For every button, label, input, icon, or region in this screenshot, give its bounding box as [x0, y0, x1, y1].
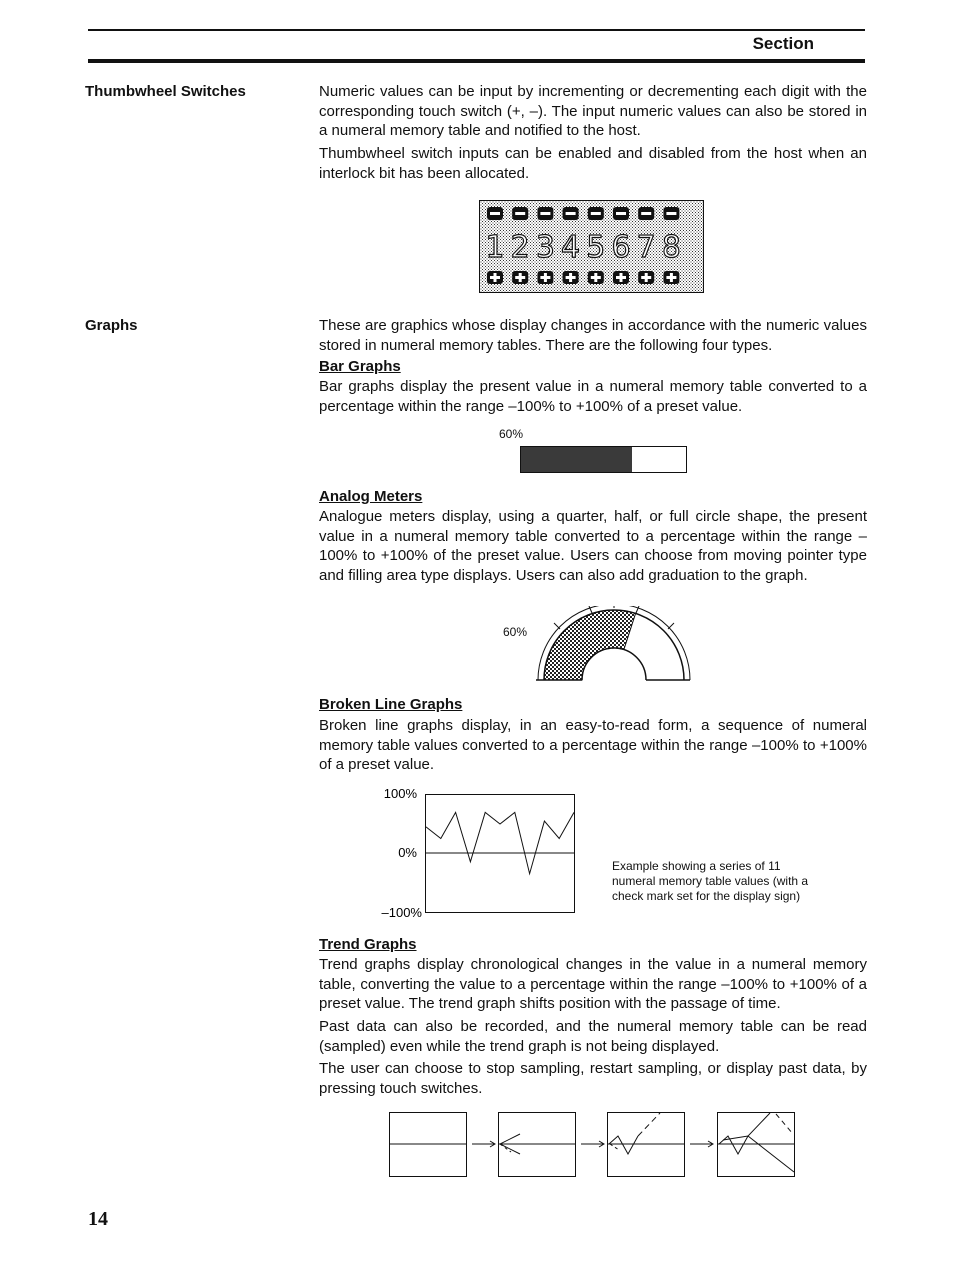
analog-meters-text: Analogue meters display, using a quarter, half, or full circle shape, the present value in a numeral memory table converted to a percentage within the range –100% to +100% of the preset value. Users can choose from moving pointer type and filling area type displays. Users can also add graduation to the graph.	[319, 508, 867, 584]
plus-icon-v	[544, 273, 547, 282]
broken-line-text: Broken line graphs display, in an easy-to-read form, a sequence of numeral memory table values converted to a percentage within the range –100% to +100% of a preset value.	[319, 717, 867, 773]
plus-icon-v	[569, 273, 572, 282]
trend-graphs-para-3: The user can choose to stop sampling, restart sampling, or display past data, by pressing touch switches.	[319, 1060, 867, 1097]
analog-meters-heading: Analog Meters	[319, 488, 423, 505]
y-label-top: 100%	[383, 786, 417, 801]
thumbwheel-digit: 3	[535, 230, 555, 265]
plus-icon-v	[494, 273, 497, 282]
trend-graphs-para-2: Past data can also be recorded, and the numeral memory table can be read (sampled) even while the trend graph is not being displayed.	[319, 1018, 867, 1055]
thumbwheel-figure	[479, 200, 704, 293]
broken-line-caption: Example showing a series of 11 numeral memory table values (with a check mark set for the display sign)	[612, 859, 809, 903]
minus-icon	[566, 212, 576, 215]
minus-icon	[666, 212, 676, 215]
thumbwheel-digit: 6	[611, 230, 631, 265]
trend-graphs-heading: Trend Graphs	[319, 936, 417, 953]
page-number: 14	[88, 1208, 108, 1230]
thumbwheel-digit: 5	[586, 230, 606, 265]
broken-line-figure	[370, 786, 580, 922]
bar-graph-label: 60%	[499, 427, 524, 441]
header-rule-bottom	[88, 59, 865, 63]
plus-icon-v	[645, 273, 648, 282]
analog-meter-figure	[536, 606, 692, 682]
thumbwheel-heading: Thumbwheel Switches	[85, 83, 246, 100]
bar-graphs-text: Bar graphs display the present value in a numeral memory table converted to a percentage within the range –100% to +100% of a preset value.	[319, 378, 867, 415]
minus-icon	[540, 212, 550, 215]
plus-icon-v	[519, 273, 522, 282]
minus-icon	[616, 212, 626, 215]
plus-icon-v	[594, 273, 597, 282]
thumbwheel-digit: 1	[485, 230, 505, 265]
plus-icon-v	[620, 273, 623, 282]
trend-graphs-para-1: Trend graphs display chronological changes in the value in a numeral memory table, converting the value to a percentage within the range –100% to +100% of a preset value. The trend graph shifts position with the passage of time.	[319, 956, 867, 1012]
bar-graph-figure	[520, 446, 687, 473]
thumbwheel-digit: 8	[661, 230, 681, 265]
bar-graph-fill	[521, 447, 632, 472]
y-label-bottom: –100%	[381, 905, 422, 920]
plus-icon-v	[670, 273, 673, 282]
graphs-heading: Graphs	[85, 317, 138, 334]
thumbwheel-digit: 7	[636, 230, 656, 265]
minus-icon	[591, 212, 601, 215]
thumbwheel-para-1: Numeric values can be input by incrementing or decrementing each digit with the corresponding touch switch (+, –). The input numeric values can also be stored in a numeral memory table and notified to the host.	[319, 83, 867, 139]
minus-icon	[515, 212, 525, 215]
thumbwheel-digit: 4	[561, 230, 581, 265]
graphs-intro: These are graphics whose display changes in accordance with the numeric values stored in numeral memory tables. There are the following four types.	[319, 317, 867, 354]
header-rule-top	[88, 29, 865, 31]
trend-graphs-figure	[388, 1110, 800, 1180]
thumbwheel-digit: 2	[510, 230, 530, 265]
section-label: Section	[752, 34, 814, 53]
y-label-zero: 0%	[398, 845, 417, 860]
analog-meter-label: 60%	[503, 625, 528, 639]
minus-icon	[641, 212, 651, 215]
bar-graphs-heading: Bar Graphs	[319, 358, 401, 375]
thumbwheel-para-2: Thumbwheel switch inputs can be enabled and disabled from the host when an interlock bit has been allocated.	[319, 145, 867, 182]
minus-icon	[490, 212, 500, 215]
broken-line-heading: Broken Line Graphs	[319, 696, 463, 713]
